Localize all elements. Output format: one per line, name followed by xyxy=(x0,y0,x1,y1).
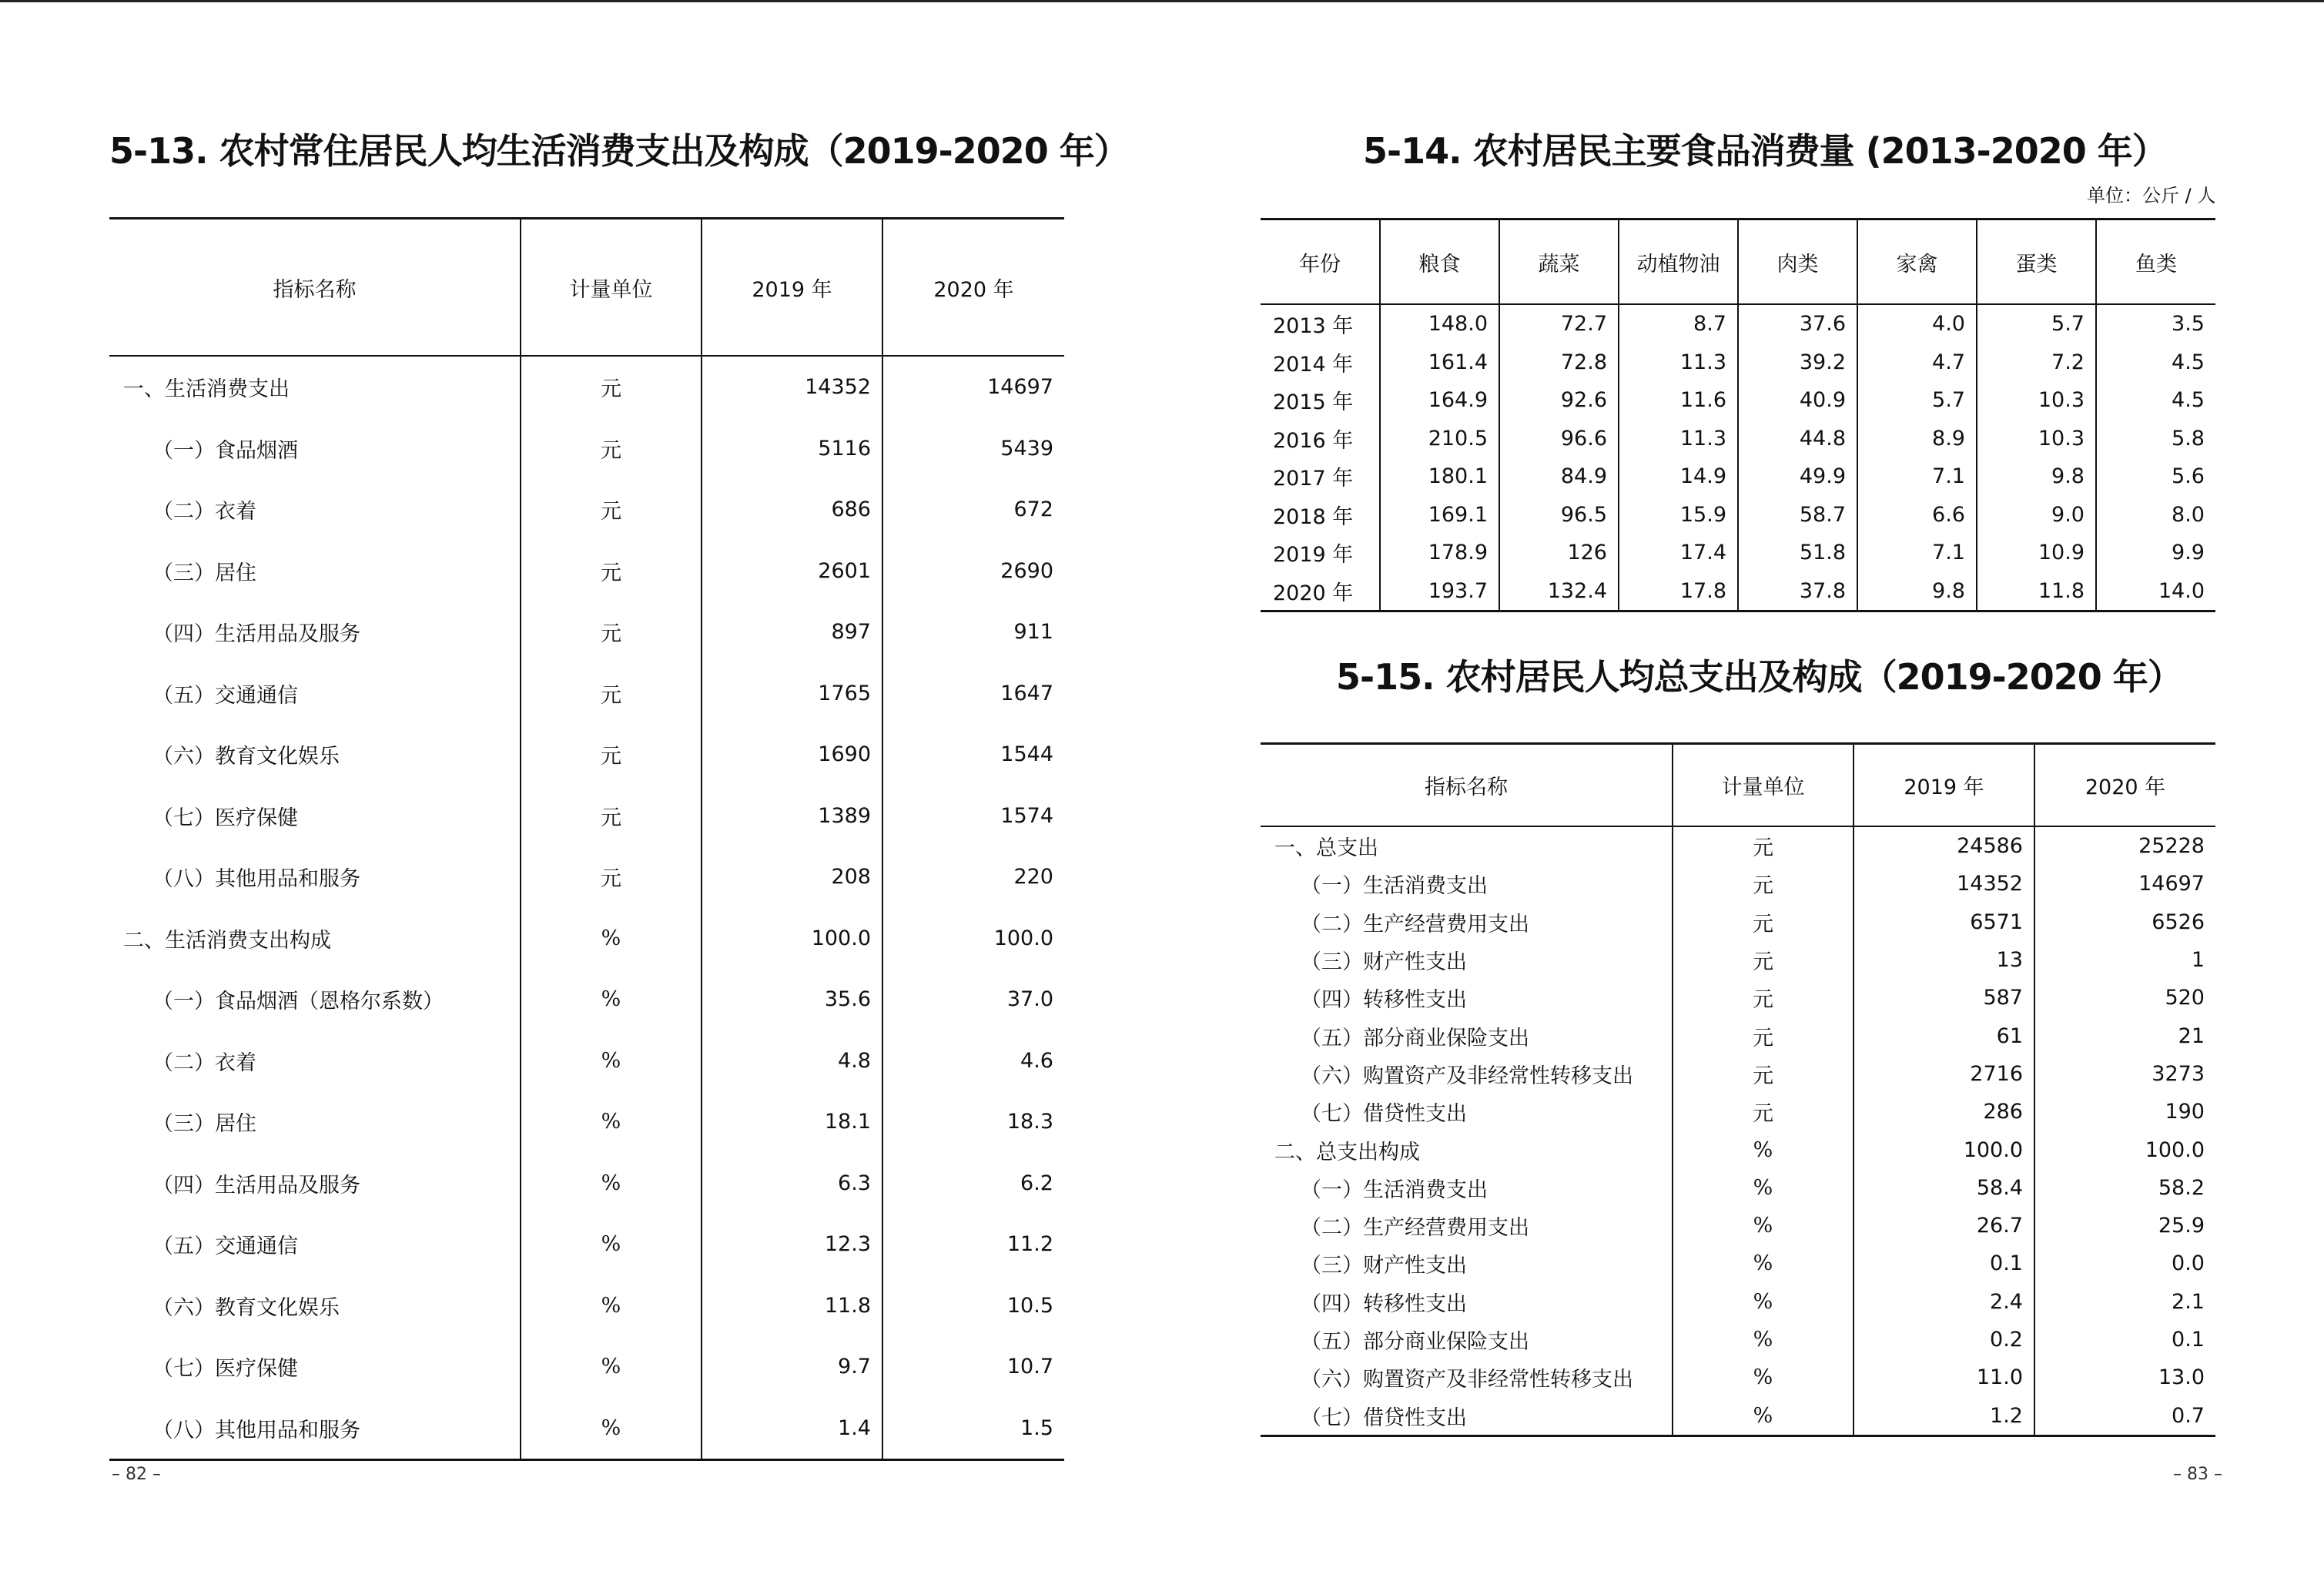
table-row xyxy=(109,479,1064,541)
indicator-name: （一）生活消费支出 xyxy=(1301,1178,1488,1202)
value-2019: 686 xyxy=(702,479,882,541)
table-row xyxy=(109,663,1064,725)
table-row xyxy=(1261,1131,2215,1168)
col-header-eggs: 蛋类 xyxy=(1977,219,2096,305)
value-cell: 7.2 xyxy=(1977,343,2096,382)
table-row xyxy=(109,418,1064,480)
value-cell: 132.4 xyxy=(1499,572,1619,611)
table-header-row xyxy=(1261,219,2215,305)
table-row xyxy=(1261,496,2215,534)
indicator-name: （二）生产经营费用支出 xyxy=(1301,1216,1529,1241)
table-row xyxy=(1261,1017,2215,1054)
value-2020: 220 xyxy=(882,846,1064,908)
table-row xyxy=(109,1153,1064,1214)
indicator-name: （三）居住 xyxy=(152,561,256,585)
indicator-name: （八）其他用品和服务 xyxy=(152,867,360,892)
unit-cell: % xyxy=(521,1336,702,1398)
value-2019: 100.0 xyxy=(702,908,882,970)
value-2020: 58.2 xyxy=(2034,1169,2215,1207)
table-header-row xyxy=(1261,744,2215,827)
table-row xyxy=(109,908,1064,970)
unit-cell: % xyxy=(521,969,702,1030)
value-cell: 9.8 xyxy=(1857,572,1977,611)
value-cell: 9.9 xyxy=(2096,534,2215,572)
indicator-name: （三）财产性支出 xyxy=(1301,1254,1467,1278)
col-header-2020: 2020 年 xyxy=(2034,744,2215,827)
value-2020: 13.0 xyxy=(2034,1359,2215,1396)
value-cell: 7.1 xyxy=(1857,457,1977,496)
indicator-name: （八）其他用品和服务 xyxy=(152,1418,360,1442)
col-header-fish: 鱼类 xyxy=(2096,219,2215,305)
value-cell: 10.9 xyxy=(1977,534,2096,572)
value-2019: 5116 xyxy=(702,418,882,480)
table-row xyxy=(1261,826,2215,865)
value-cell: 72.8 xyxy=(1499,343,1619,382)
value-2020: 21 xyxy=(2034,1017,2215,1054)
value-cell: 5.6 xyxy=(2096,457,2215,496)
table-row xyxy=(1261,903,2215,941)
value-2020: 37.0 xyxy=(882,969,1064,1030)
indicator-name: （七）医疗保健 xyxy=(152,1357,298,1382)
unit-cell: % xyxy=(1673,1131,1854,1168)
value-cell: 4.5 xyxy=(2096,381,2215,420)
value-2019: 1.4 xyxy=(702,1398,882,1460)
year-cell: 2018 年 xyxy=(1273,504,1354,529)
value-2019: 58.4 xyxy=(1854,1169,2034,1207)
value-cell: 15.9 xyxy=(1619,496,1738,534)
value-cell: 14.9 xyxy=(1619,457,1738,496)
table-row xyxy=(1261,1283,2215,1321)
value-cell: 72.7 xyxy=(1499,304,1619,343)
value-cell: 39.2 xyxy=(1738,343,1857,382)
indicator-name: （四）转移性支出 xyxy=(1301,988,1467,1013)
unit-note: 单位：公斤 / 人 xyxy=(2087,185,2216,206)
table-row xyxy=(109,601,1064,663)
table-row xyxy=(109,356,1064,418)
table-row xyxy=(1261,457,2215,496)
value-2019: 11.8 xyxy=(702,1275,882,1337)
table-5-15-title: 5-15. 农村居民人均总支出及构成（2019-2020 年） xyxy=(1336,656,2182,698)
value-2020: 190 xyxy=(2034,1093,2215,1131)
col-header-grain: 粮食 xyxy=(1380,219,1499,305)
unit-cell: 元 xyxy=(1673,865,1854,903)
unit-cell: % xyxy=(521,1214,702,1275)
table-row xyxy=(109,786,1064,847)
value-cell: 5.8 xyxy=(2096,420,2215,458)
value-cell: 11.8 xyxy=(1977,572,2096,611)
col-header-oil: 动植物油 xyxy=(1619,219,1738,305)
table-row xyxy=(109,1214,1064,1275)
table-row xyxy=(1261,941,2215,979)
value-2019: 1765 xyxy=(702,663,882,725)
table-row xyxy=(109,1275,1064,1337)
table-row xyxy=(1261,1321,2215,1359)
value-cell: 8.0 xyxy=(2096,496,2215,534)
indicator-name: （四）生活用品及服务 xyxy=(152,622,360,647)
value-2019: 2716 xyxy=(1854,1055,2034,1093)
value-cell: 96.5 xyxy=(1499,496,1619,534)
indicator-name: （六）教育文化娱乐 xyxy=(152,745,340,769)
table-row xyxy=(109,1398,1064,1460)
value-cell: 5.7 xyxy=(1857,381,1977,420)
value-cell: 8.9 xyxy=(1857,420,1977,458)
table-row xyxy=(109,541,1064,602)
value-cell: 37.6 xyxy=(1738,304,1857,343)
value-2019: 208 xyxy=(702,846,882,908)
value-cell: 164.9 xyxy=(1380,381,1499,420)
value-cell: 11.6 xyxy=(1619,381,1738,420)
value-2020: 1.5 xyxy=(882,1398,1064,1460)
table-5-14-title: 5-14. 农村居民主要食品消费量 (2013-2020 年） xyxy=(1363,130,2167,172)
value-2020: 0.7 xyxy=(2034,1396,2215,1436)
value-cell: 7.1 xyxy=(1857,534,1977,572)
value-2019: 2.4 xyxy=(1854,1283,2034,1321)
value-2020: 1647 xyxy=(882,663,1064,725)
value-cell: 148.0 xyxy=(1380,304,1499,343)
unit-cell: 元 xyxy=(521,601,702,663)
value-2020: 2.1 xyxy=(2034,1283,2215,1321)
table-row xyxy=(109,1091,1064,1153)
table-row xyxy=(1261,1169,2215,1207)
indicator-name: （五）部分商业保险支出 xyxy=(1301,1330,1529,1354)
col-header-vegetables: 蔬菜 xyxy=(1499,219,1619,305)
col-header-poultry: 家禽 xyxy=(1857,219,1977,305)
value-2019: 2601 xyxy=(702,541,882,602)
unit-cell: % xyxy=(1673,1207,1854,1245)
table-row xyxy=(1261,865,2215,903)
table-row xyxy=(1261,304,2215,343)
value-cell: 5.7 xyxy=(1977,304,2096,343)
col-header-unit: 计量单位 xyxy=(1673,744,1854,827)
value-2020: 10.5 xyxy=(882,1275,1064,1337)
table-5-13 xyxy=(109,217,1064,1461)
value-2019: 4.8 xyxy=(702,1030,882,1092)
indicator-name: （七）医疗保健 xyxy=(152,806,298,830)
value-2019: 6571 xyxy=(1854,903,2034,941)
year-cell: 2017 年 xyxy=(1273,467,1354,491)
value-cell: 14.0 xyxy=(2096,572,2215,611)
value-cell: 11.3 xyxy=(1619,420,1738,458)
unit-cell: 元 xyxy=(521,479,702,541)
value-2020: 520 xyxy=(2034,979,2215,1017)
table-row xyxy=(1261,1055,2215,1093)
unit-cell: 元 xyxy=(521,541,702,602)
indicator-name: （二）衣着 xyxy=(152,500,256,524)
value-cell: 9.0 xyxy=(1977,496,2096,534)
value-2019: 1.2 xyxy=(1854,1396,2034,1436)
value-2020: 25228 xyxy=(2034,826,2215,865)
indicator-name: （一）生活消费支出 xyxy=(1301,874,1488,899)
value-cell: 51.8 xyxy=(1738,534,1857,572)
unit-cell: % xyxy=(1673,1169,1854,1207)
col-header-2019: 2019 年 xyxy=(702,219,882,357)
table-row xyxy=(1261,420,2215,458)
indicator-name: （二）生产经营费用支出 xyxy=(1301,912,1529,936)
value-cell: 161.4 xyxy=(1380,343,1499,382)
value-2020: 14697 xyxy=(882,356,1064,418)
value-cell: 4.5 xyxy=(2096,343,2215,382)
value-2020: 18.3 xyxy=(882,1091,1064,1153)
unit-cell: 元 xyxy=(521,724,702,786)
indicator-name: （四）转移性支出 xyxy=(1301,1292,1467,1316)
indicator-name: （一）食品烟酒 xyxy=(152,438,298,463)
value-cell: 96.6 xyxy=(1499,420,1619,458)
value-2020: 10.7 xyxy=(882,1336,1064,1398)
value-cell: 193.7 xyxy=(1380,572,1499,611)
value-cell: 10.3 xyxy=(1977,381,2096,420)
unit-cell: 元 xyxy=(1673,941,1854,979)
unit-cell: 元 xyxy=(521,786,702,847)
value-cell: 210.5 xyxy=(1380,420,1499,458)
page-number-right: – 83 – xyxy=(2173,1465,2222,1484)
indicator-name: （五）交通通信 xyxy=(152,683,298,708)
table-row xyxy=(1261,381,2215,420)
unit-cell: 元 xyxy=(521,418,702,480)
value-2019: 12.3 xyxy=(702,1214,882,1275)
col-header-meat: 肉类 xyxy=(1738,219,1857,305)
value-2020: 0.1 xyxy=(2034,1321,2215,1359)
value-2020: 3273 xyxy=(2034,1055,2215,1093)
table-5-13-title: 5-13. 农村常住居民人均生活消费支出及构成（2019-2020 年） xyxy=(109,130,1129,172)
col-header-indicator: 指标名称 xyxy=(1261,744,1673,827)
value-2019: 1389 xyxy=(702,786,882,847)
value-2019: 61 xyxy=(1854,1017,2034,1054)
indicator-name: 一、总支出 xyxy=(1274,836,1378,861)
value-cell: 3.5 xyxy=(2096,304,2215,343)
unit-cell: % xyxy=(1673,1359,1854,1396)
table-row xyxy=(109,724,1064,786)
value-cell: 126 xyxy=(1499,534,1619,572)
indicator-name: （四）生活用品及服务 xyxy=(152,1173,360,1198)
value-cell: 10.3 xyxy=(1977,420,2096,458)
value-2019: 286 xyxy=(1854,1093,2034,1131)
value-2019: 18.1 xyxy=(702,1091,882,1153)
value-cell: 58.7 xyxy=(1738,496,1857,534)
table-5-14 xyxy=(1261,218,2215,612)
unit-cell: % xyxy=(521,908,702,970)
unit-cell: 元 xyxy=(1673,1055,1854,1093)
value-2019: 35.6 xyxy=(702,969,882,1030)
col-header-indicator: 指标名称 xyxy=(109,219,521,357)
unit-cell: % xyxy=(1673,1283,1854,1321)
value-cell: 4.7 xyxy=(1857,343,1977,382)
value-2019: 13 xyxy=(1854,941,2034,979)
year-cell: 2014 年 xyxy=(1273,352,1354,377)
table-5-15 xyxy=(1261,742,2215,1437)
unit-cell: % xyxy=(521,1398,702,1460)
col-header-2019: 2019 年 xyxy=(1854,744,2034,827)
indicator-name: （六）购置资产及非经常性转移支出 xyxy=(1301,1368,1633,1392)
year-cell: 2019 年 xyxy=(1273,543,1354,568)
value-2019: 587 xyxy=(1854,979,2034,1017)
value-2019: 9.7 xyxy=(702,1336,882,1398)
value-2019: 1690 xyxy=(702,724,882,786)
top-border-line xyxy=(0,0,2324,2)
value-cell: 44.8 xyxy=(1738,420,1857,458)
value-2020: 911 xyxy=(882,601,1064,663)
value-cell: 6.6 xyxy=(1857,496,1977,534)
value-cell: 180.1 xyxy=(1380,457,1499,496)
value-2020: 5439 xyxy=(882,418,1064,480)
value-cell: 40.9 xyxy=(1738,381,1857,420)
unit-cell: 元 xyxy=(521,846,702,908)
value-2020: 25.9 xyxy=(2034,1207,2215,1245)
value-2019: 6.3 xyxy=(702,1153,882,1214)
value-2019: 0.1 xyxy=(1854,1245,2034,1282)
unit-cell: % xyxy=(521,1030,702,1092)
unit-cell: % xyxy=(521,1275,702,1337)
indicator-name: （五）部分商业保险支出 xyxy=(1301,1026,1529,1050)
indicator-name: （七）借贷性支出 xyxy=(1301,1405,1467,1430)
unit-cell: % xyxy=(1673,1321,1854,1359)
value-cell: 169.1 xyxy=(1380,496,1499,534)
value-2020: 2690 xyxy=(882,541,1064,602)
value-cell: 4.0 xyxy=(1857,304,1977,343)
indicator-name: （五）交通通信 xyxy=(152,1235,298,1259)
value-2019: 24586 xyxy=(1854,826,2034,865)
col-header-year: 年份 xyxy=(1261,219,1380,305)
unit-cell: 元 xyxy=(521,663,702,725)
indicator-name: （六）教育文化娱乐 xyxy=(152,1295,340,1320)
col-header-2020: 2020 年 xyxy=(882,219,1064,357)
table-row xyxy=(1261,1245,2215,1282)
value-cell: 92.6 xyxy=(1499,381,1619,420)
value-2020: 1 xyxy=(2034,941,2215,979)
indicator-name: （七）借贷性支出 xyxy=(1301,1102,1467,1127)
value-cell: 9.8 xyxy=(1977,457,2096,496)
value-2019: 0.2 xyxy=(1854,1321,2034,1359)
table-row xyxy=(1261,1396,2215,1436)
table-row xyxy=(1261,1359,2215,1396)
page-number-left: – 82 – xyxy=(112,1465,161,1484)
table-header-row xyxy=(109,219,1064,357)
year-cell: 2020 年 xyxy=(1273,581,1354,605)
value-2020: 4.6 xyxy=(882,1030,1064,1092)
value-2020: 100.0 xyxy=(882,908,1064,970)
value-cell: 49.9 xyxy=(1738,457,1857,496)
value-cell: 11.3 xyxy=(1619,343,1738,382)
indicator-name: 一、生活消费支出 xyxy=(123,377,290,402)
value-2020: 100.0 xyxy=(2034,1131,2215,1168)
unit-cell: 元 xyxy=(1673,979,1854,1017)
unit-cell: 元 xyxy=(1673,826,1854,865)
unit-cell: % xyxy=(521,1091,702,1153)
value-cell: 17.8 xyxy=(1619,572,1738,611)
unit-cell: % xyxy=(1673,1396,1854,1436)
value-2019: 14352 xyxy=(1854,865,2034,903)
indicator-name: （二）衣着 xyxy=(152,1050,256,1075)
year-cell: 2016 年 xyxy=(1273,428,1354,453)
value-cell: 178.9 xyxy=(1380,534,1499,572)
value-2019: 100.0 xyxy=(1854,1131,2034,1168)
value-2019: 11.0 xyxy=(1854,1359,2034,1396)
table-row xyxy=(1261,1207,2215,1245)
value-cell: 84.9 xyxy=(1499,457,1619,496)
table-row xyxy=(1261,343,2215,382)
table-row xyxy=(109,1030,1064,1092)
value-2020: 11.2 xyxy=(882,1214,1064,1275)
value-2019: 14352 xyxy=(702,356,882,418)
value-2019: 26.7 xyxy=(1854,1207,2034,1245)
value-2020: 6.2 xyxy=(882,1153,1064,1214)
value-2020: 1574 xyxy=(882,786,1064,847)
value-2019: 897 xyxy=(702,601,882,663)
value-cell: 37.8 xyxy=(1738,572,1857,611)
unit-cell: 元 xyxy=(1673,1093,1854,1131)
indicator-name: （三）财产性支出 xyxy=(1301,950,1467,975)
value-cell: 17.4 xyxy=(1619,534,1738,572)
unit-cell: 元 xyxy=(1673,1017,1854,1054)
indicator-name: 二、总支出构成 xyxy=(1274,1140,1420,1164)
table-row xyxy=(1261,534,2215,572)
year-cell: 2015 年 xyxy=(1273,390,1354,415)
col-header-unit: 计量单位 xyxy=(521,219,702,357)
unit-cell: % xyxy=(1673,1245,1854,1282)
value-2020: 672 xyxy=(882,479,1064,541)
indicator-name: （三）居住 xyxy=(152,1112,256,1137)
table-row xyxy=(1261,979,2215,1017)
unit-cell: 元 xyxy=(1673,903,1854,941)
indicator-name: （一）食品烟酒（恩格尔系数） xyxy=(152,990,444,1014)
value-2020: 6526 xyxy=(2034,903,2215,941)
table-row xyxy=(1261,572,2215,611)
unit-cell: 元 xyxy=(521,356,702,418)
value-2020: 1544 xyxy=(882,724,1064,786)
value-2020: 14697 xyxy=(2034,865,2215,903)
value-cell: 8.7 xyxy=(1619,304,1738,343)
table-row xyxy=(1261,1093,2215,1131)
table-row xyxy=(109,1336,1064,1398)
indicator-name: （六）购置资产及非经常性转移支出 xyxy=(1301,1064,1633,1088)
value-2020: 0.0 xyxy=(2034,1245,2215,1282)
year-cell: 2013 年 xyxy=(1273,314,1354,339)
unit-cell: % xyxy=(521,1153,702,1214)
table-row xyxy=(109,969,1064,1030)
indicator-name: 二、生活消费支出构成 xyxy=(123,928,331,953)
table-row xyxy=(109,846,1064,908)
